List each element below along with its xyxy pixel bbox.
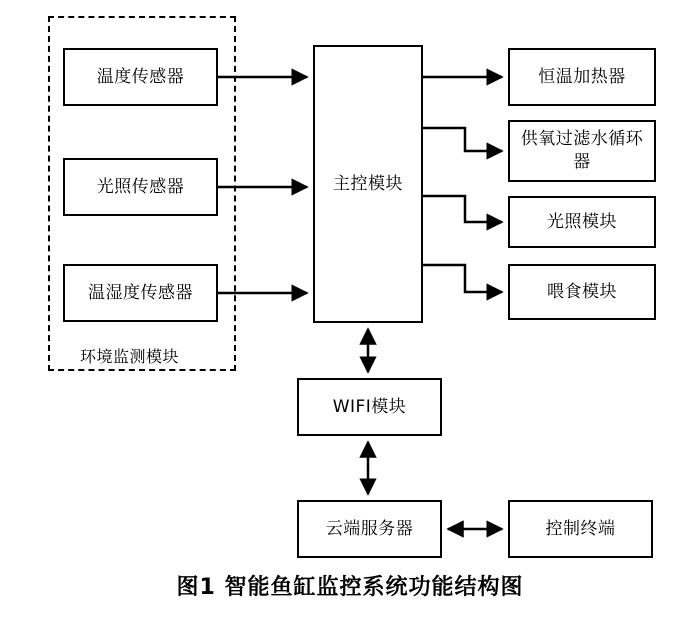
node-oxygen-filter-circulator-label: 供氧过滤水循环器 xyxy=(520,129,644,172)
node-control-terminal[interactable] xyxy=(508,500,653,558)
node-feeding-module-label: 喂食模块 xyxy=(547,281,617,302)
node-cloud-server[interactable] xyxy=(297,500,442,558)
edge-main-control-to-light-module xyxy=(423,196,502,222)
node-humidity-sensor-label: 温湿度传感器 xyxy=(88,282,193,303)
node-wifi-module-label: WIFI模块 xyxy=(332,396,407,417)
node-light-sensor[interactable] xyxy=(63,158,218,216)
node-humidity-sensor[interactable] xyxy=(63,264,218,322)
node-feeding-module[interactable] xyxy=(508,264,656,320)
node-wifi-module[interactable] xyxy=(297,378,442,436)
node-main-control-module[interactable] xyxy=(313,45,423,323)
node-cloud-server-label: 云端服务器 xyxy=(325,518,414,539)
node-temperature-sensor[interactable] xyxy=(63,48,218,106)
node-temperature-sensor-label: 温度传感器 xyxy=(96,66,185,87)
node-constant-temperature-heater[interactable] xyxy=(508,48,656,106)
figure-caption: 图1 智能鱼缸监控系统功能结构图 xyxy=(176,575,524,600)
edge-main-control-to-oxygen-filter xyxy=(423,128,502,151)
node-light-sensor-label: 光照传感器 xyxy=(96,176,185,197)
node-constant-temperature-heater-label: 恒温加热器 xyxy=(538,66,626,87)
edge-main-control-to-feeding-module xyxy=(423,265,502,292)
node-light-module[interactable] xyxy=(508,196,656,248)
node-light-module-label: 光照模块 xyxy=(547,211,617,232)
node-main-control-module-label: 主控模块 xyxy=(333,173,403,194)
node-control-terminal-label: 控制终端 xyxy=(545,518,616,539)
group-environment-monitoring-label: 环境监测模块 xyxy=(80,347,180,366)
node-oxygen-filter-circulator[interactable] xyxy=(508,120,656,182)
